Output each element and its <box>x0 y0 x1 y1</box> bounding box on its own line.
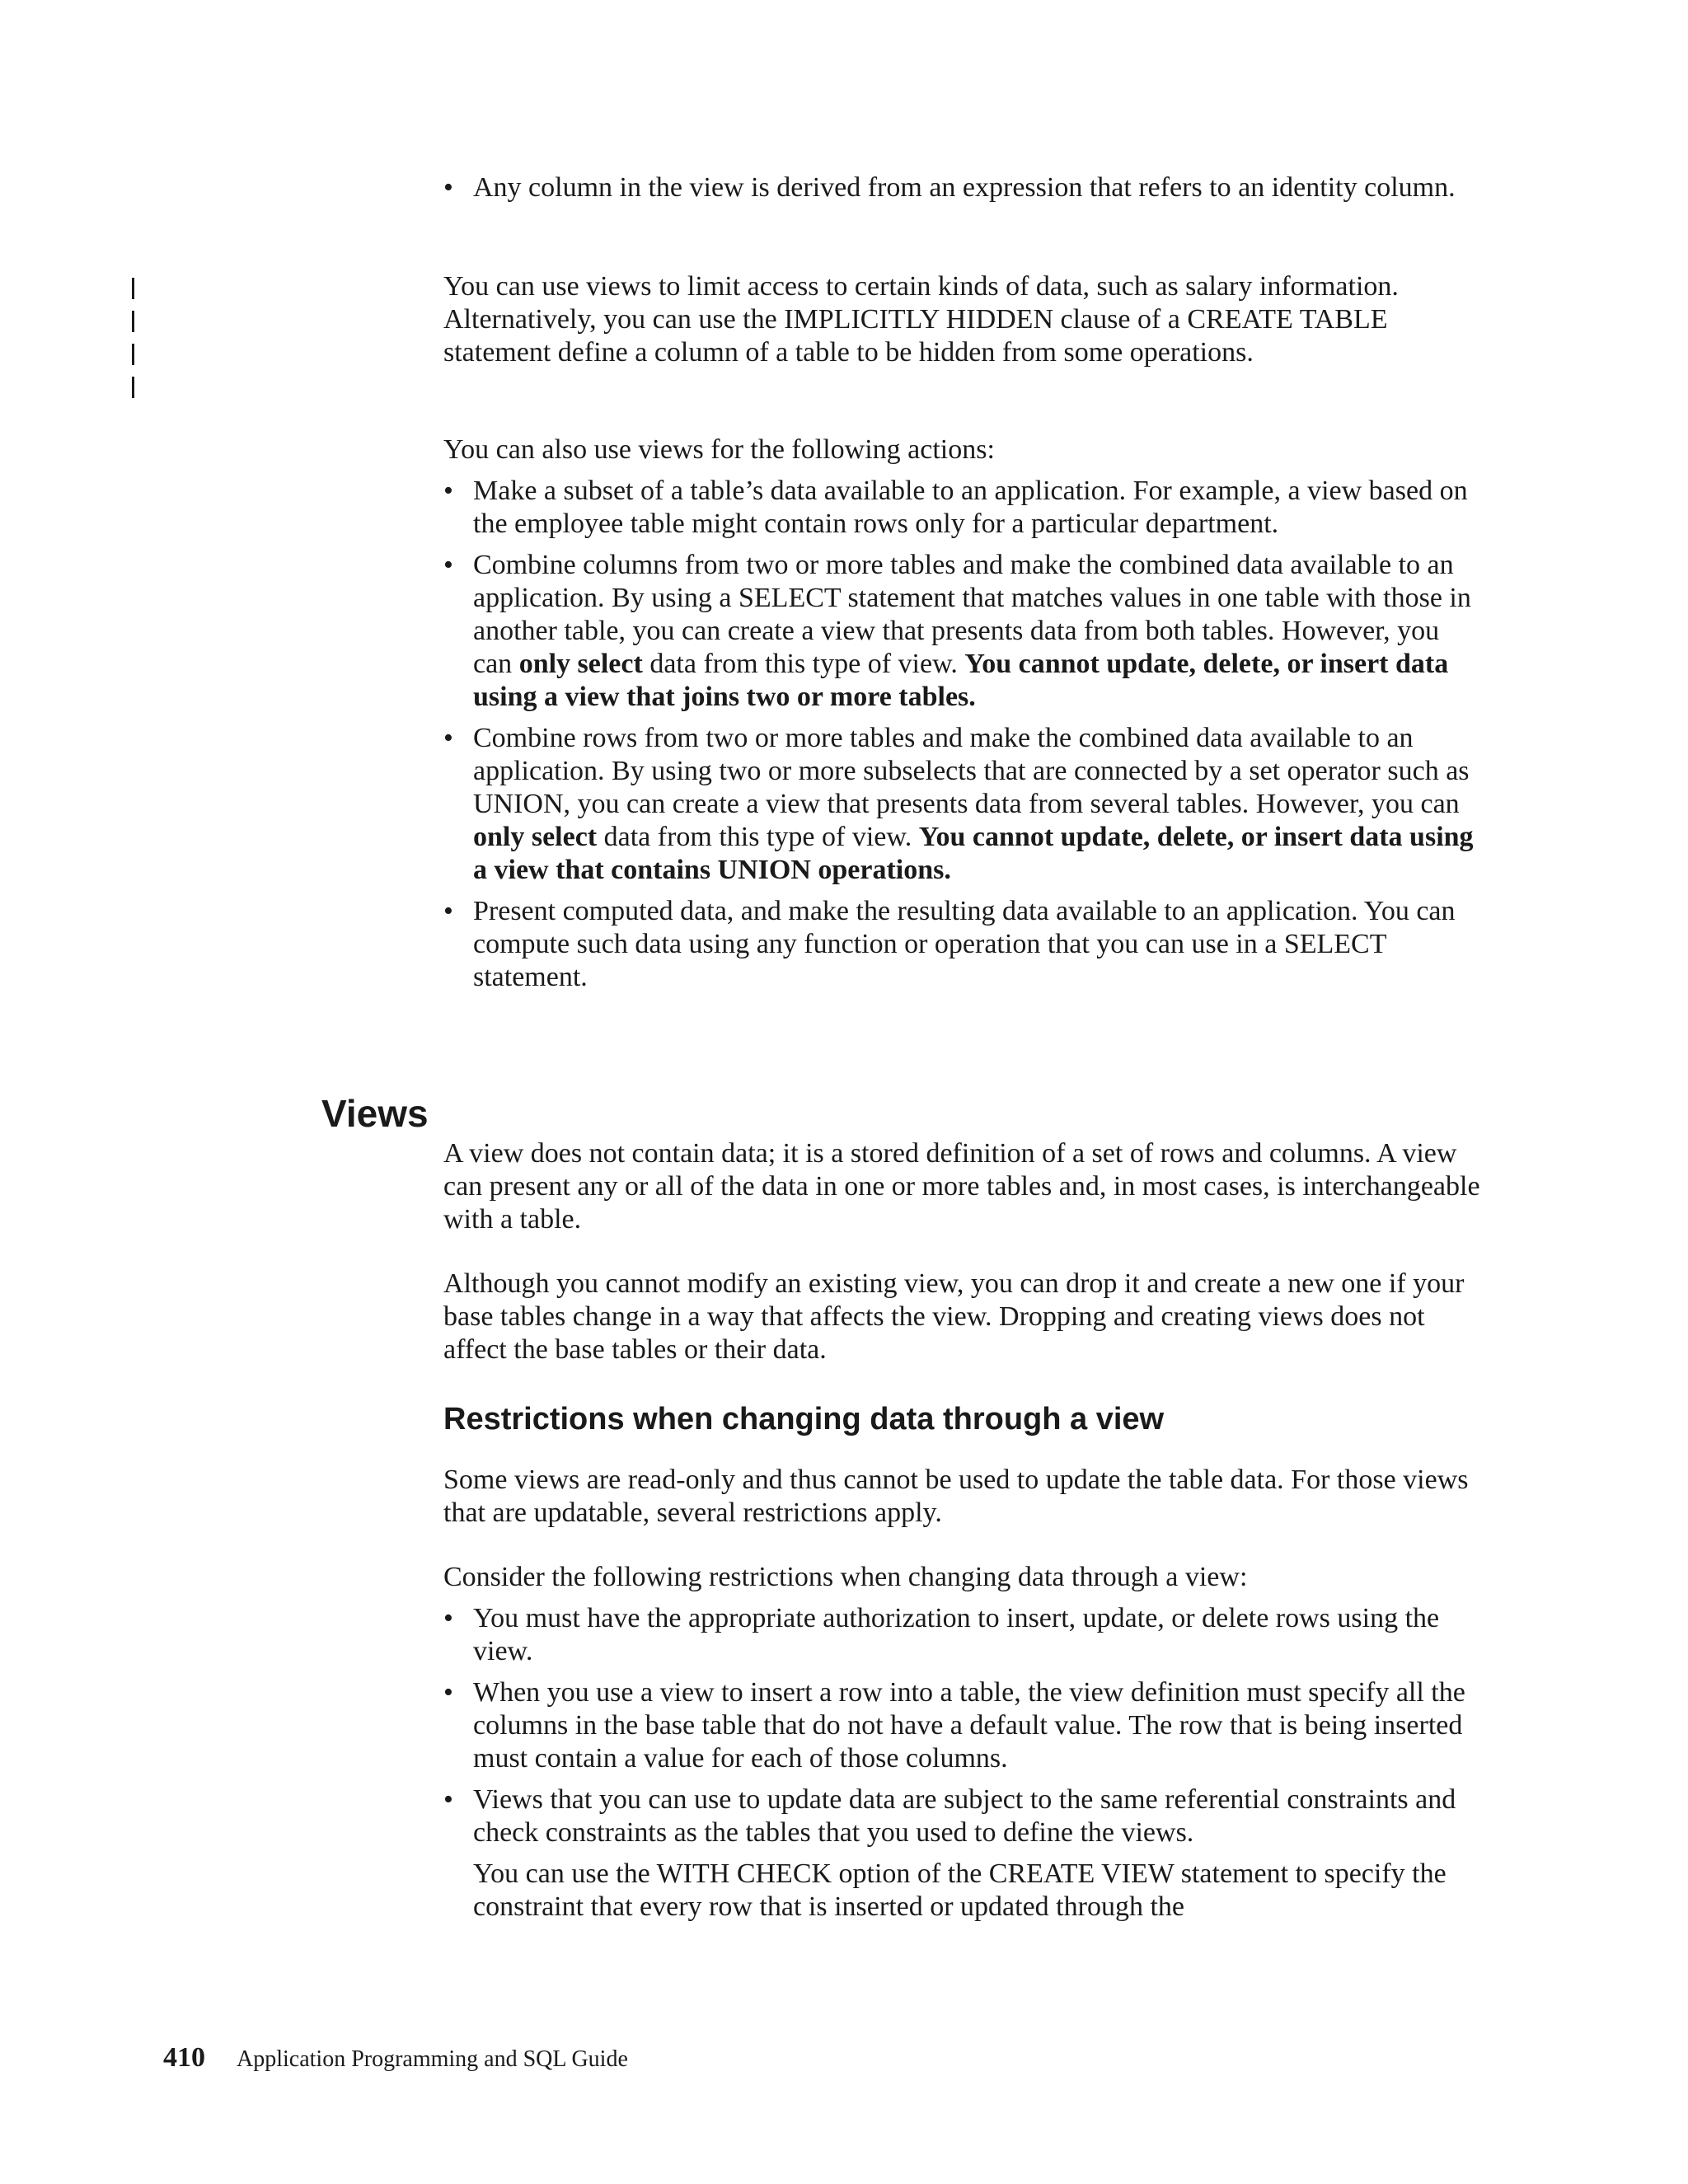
paragraph-views-modify: Although you cannot modify an existing view, you can drop it and create a new one if your base tables change in a way that affects the view. Dropping and creating views does not affect the base tables or their data. <box>443 1268 1465 1365</box>
bold-text: only select <box>473 822 598 852</box>
restrictions-list <box>443 1602 1482 1924</box>
list-item <box>443 549 1482 714</box>
change-bar <box>132 344 134 365</box>
page-footer <box>163 2042 628 2074</box>
bullet-icon: • <box>443 1677 453 1708</box>
text-run: data from this type of view. <box>642 649 965 679</box>
bold-text: only select <box>518 649 643 679</box>
list-item-text: Views that you can use to update data are subject to the same referential constraints and check constraints as the tables that you used to define the views. <box>473 1784 1456 1848</box>
list-item <box>443 1676 1482 1775</box>
list-item-text: Make a subset of a table’s data available to an application. For example, a view based on the employee table might contain rows only for a particular department. <box>473 476 1468 539</box>
paragraph-actions-intro: You can also use views for the following actions: <box>443 434 995 465</box>
change-bar <box>132 311 134 332</box>
text-run: data from this type of view. <box>597 822 919 852</box>
list-item-text: Any column in the view is derived from an expression that refers to an identity column. <box>473 172 1456 203</box>
subsection-heading-restrictions: Restrictions when changing data through a view <box>443 1402 1165 1436</box>
list-item <box>443 722 1482 887</box>
bold-text: You cannot update, delete, or insert data using a view that contains UNION operations. <box>473 822 1474 885</box>
text-run: Combine rows from two or more tables and make the combined data available to an application. By using two or more subselects that are connected by a set operator such as UNION, you can create a view that presents data from several tables. However, you can <box>473 723 1470 819</box>
list-item <box>443 475 1482 541</box>
list-item-text <box>473 722 1482 887</box>
top-bullet-list <box>443 171 1482 204</box>
list-item-text <box>473 549 1482 714</box>
list-item <box>443 895 1482 994</box>
page-number: 410 <box>163 2042 205 2073</box>
paragraph-views-definition: A view does not contain data; it is a stored definition of a set of rows and columns. A view can present any or all of the data in one or more tables and, in most cases, is interchangeable with a table. <box>443 1138 1480 1235</box>
text-run: Combine columns from two or more tables and make the combined data available to an application. By using a SELECT statement that matches values in one table with those in another table, you can create a view that presents data from both tables. However, you can <box>473 550 1471 679</box>
change-bar <box>132 377 134 398</box>
list-item <box>443 171 1482 204</box>
book-title: Application Programming and SQL Guide <box>237 2046 628 2072</box>
bullet-icon: • <box>443 723 453 753</box>
bullet-icon: • <box>443 896 453 926</box>
bold-text: You cannot update, delete, or insert data using a view that joins two or more tables. <box>473 649 1449 712</box>
list-item-text: You must have the appropriate authorization to insert, update, or delete rows using the view. <box>473 1603 1440 1666</box>
list-item <box>443 1602 1482 1668</box>
bullet-icon: • <box>443 172 453 203</box>
paragraph-restrictions-consider: Consider the following restrictions when changing data through a view: <box>443 1562 1248 1592</box>
bullet-icon: • <box>443 550 453 580</box>
section-heading-views: Views <box>321 1092 429 1135</box>
list-item-text: When you use a view to insert a row into a table, the view definition must specify all the columns in the base table that do not have a default value. The row that is being inserted must contain a value for each of those columns. <box>473 1677 1465 1774</box>
bullet-icon: • <box>443 476 453 506</box>
paragraph-restrictions-intro: Some views are read-only and thus cannot be used to update the table data. For those views that are updatable, several restrictions apply. <box>443 1465 1469 1528</box>
list-item-text: Present computed data, and make the resulting data available to an application. You can compute such data using any function or operation that you can use in a SELECT statement. <box>473 896 1456 992</box>
actions-list <box>443 475 1482 994</box>
list-item <box>443 1783 1482 1924</box>
list-item-continuation: You can use the WITH CHECK option of the CREATE VIEW statement to specify the constraint that every row that is inserted or updated through the <box>473 1858 1447 1922</box>
bullet-icon: • <box>443 1784 453 1815</box>
bullet-icon: • <box>443 1603 453 1633</box>
paragraph-hidden-clause: You can use views to limit access to certain kinds of data, such as salary information. Alternatively, you can use the IMPLICITLY HIDDEN clause of a CREATE TABLE statement define a column of a table to be hidden from some operations. <box>443 271 1399 368</box>
change-bar <box>132 278 134 299</box>
